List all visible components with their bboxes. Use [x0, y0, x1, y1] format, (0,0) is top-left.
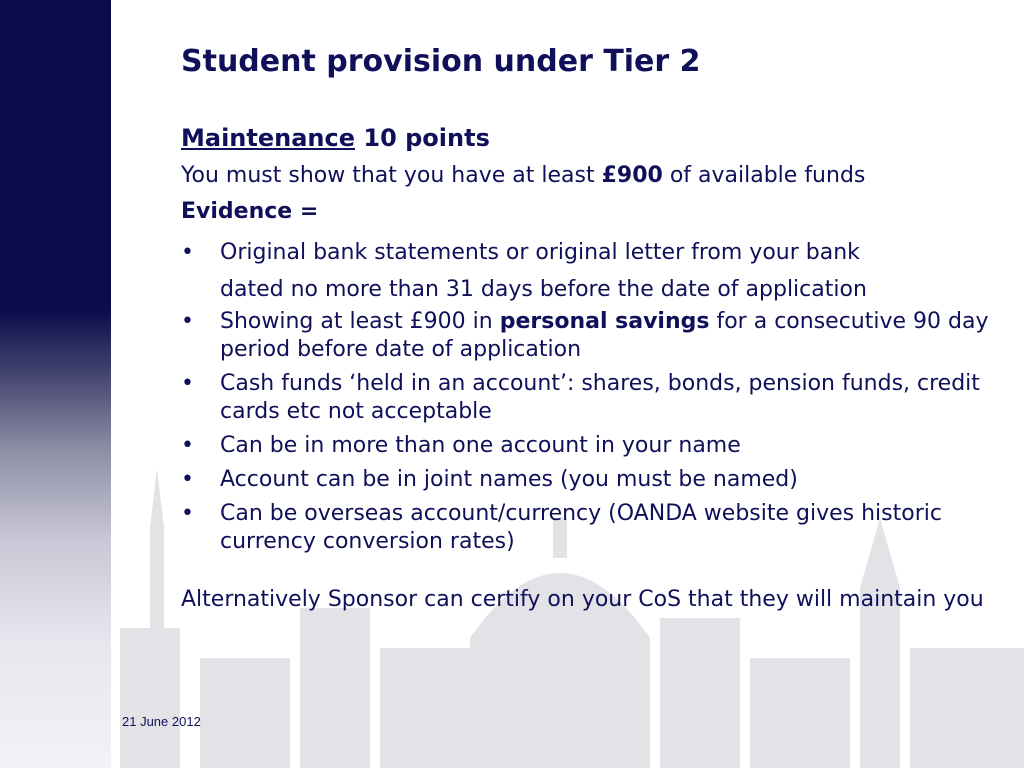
- intro-text-pre: You must show that you have at least: [181, 163, 602, 188]
- heading-points-text: 10 points: [355, 124, 490, 152]
- list-item-text: Can be in more than one account in your name: [220, 433, 741, 458]
- list-item-text-line2: dated no more than 31 days before the date of application: [220, 277, 867, 302]
- list-item-text: Cash funds ‘held in an account’: shares, bonds, pension funds, credit cards etc not acceptable: [220, 371, 980, 424]
- intro-text-post: of available funds: [662, 163, 866, 188]
- bullet-icon: •: [181, 371, 194, 396]
- list-item-text-line1: Original bank statements or original letter from your bank: [220, 240, 860, 265]
- list-item-text-bold: personal savings: [499, 309, 710, 334]
- list-item: [181, 370, 1011, 426]
- list-item-text: Account can be in joint names (you must be named): [220, 467, 798, 492]
- list-item-text-post: for a consecutive 90 day period before date of application: [220, 309, 989, 362]
- list-item: [181, 432, 1011, 460]
- bullet-icon: •: [181, 240, 194, 265]
- intro-line: [181, 162, 1011, 190]
- evidence-label: Evidence =: [181, 199, 319, 224]
- heading-underlined-text: Maintenance: [181, 124, 356, 152]
- slide-title: Student provision under Tier 2: [181, 44, 701, 79]
- list-item: [181, 234, 1011, 308]
- list-item: [181, 308, 1011, 364]
- bullet-icon: •: [181, 467, 194, 492]
- bullet-icon: •: [181, 309, 194, 334]
- list-item: [181, 466, 1011, 494]
- alternative-note: Alternatively Sponsor can certify on your CoS that they will maintain you: [181, 587, 984, 612]
- list-item-text: Can be overseas account/currency (OANDA website gives historic currency conversion rates): [220, 501, 942, 554]
- intro-amount: £900: [601, 163, 663, 188]
- section-heading: [181, 124, 1011, 152]
- list-item-text-pre: Showing at least £900 in: [220, 309, 500, 334]
- footer-date: 21 June 2012: [122, 714, 201, 729]
- evidence-list: [181, 234, 1011, 556]
- list-item: [181, 500, 1011, 556]
- bullet-icon: •: [181, 501, 194, 526]
- bullet-icon: •: [181, 433, 194, 458]
- slide-body: [181, 124, 1011, 614]
